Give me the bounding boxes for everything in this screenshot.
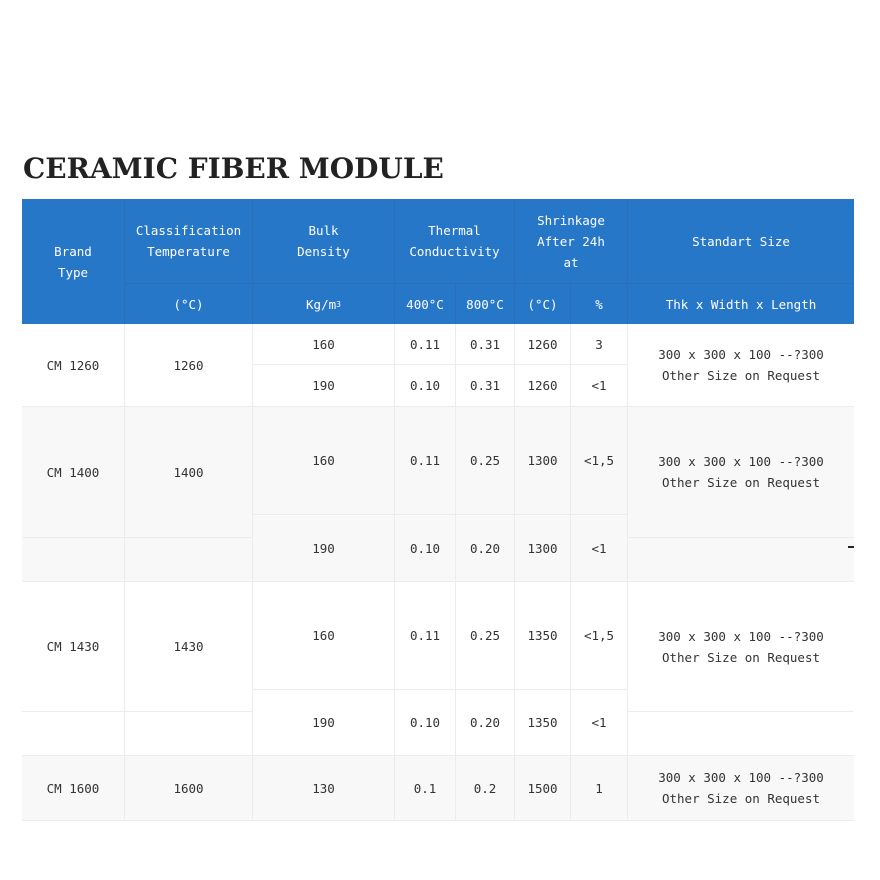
brand-cell: CM 1260 — [22, 324, 125, 407]
shrink-pct-cell: <1 — [571, 690, 628, 756]
tc400-cell: 0.1 — [395, 756, 456, 821]
shrink-temp-cell: 1500 — [515, 756, 571, 821]
stray-dash-mark — [848, 546, 854, 548]
shrink-temp-cell: 1300 — [515, 515, 571, 582]
unit-density-exponent: 3 — [336, 299, 341, 309]
tc800-cell: 0.20 — [456, 515, 515, 582]
shrink-pct-cell: 1 — [571, 756, 628, 821]
tc800-cell: 0.2 — [456, 756, 515, 821]
size-cell: 300 x 300 x 100 --?300 Other Size on Request — [628, 324, 854, 407]
tc400-cell: 0.11 — [395, 582, 456, 690]
tc800-cell: 0.25 — [456, 582, 515, 690]
shrink-temp-cell: 1300 — [515, 407, 571, 515]
header-thermal-conductivity: Thermal Conductivity — [395, 199, 515, 283]
header-brand-type: Brand Type — [22, 199, 125, 324]
spacer-cell — [628, 712, 854, 756]
shrink-temp-cell: 1350 — [515, 690, 571, 756]
header-classification-temperature: Classification Temperature — [125, 199, 253, 283]
density-cell: 190 — [253, 515, 395, 582]
tc400-cell: 0.10 — [395, 690, 456, 756]
unit-size: Thk x Width x Length — [628, 283, 854, 324]
tc400-cell: 0.10 — [395, 515, 456, 582]
brand-cell: CM 1430 — [22, 582, 125, 712]
classification-cell: 1600 — [125, 756, 253, 821]
spacer-cell — [22, 538, 125, 582]
tc800-cell: 0.31 — [456, 324, 515, 365]
tc800-cell: 0.31 — [456, 365, 515, 407]
size-cell: 300 x 300 x 100 --?300 Other Size on Request — [628, 582, 854, 712]
density-cell: 160 — [253, 407, 395, 515]
shrink-temp-cell: 1260 — [515, 324, 571, 365]
density-cell: 160 — [253, 582, 395, 690]
header-shrinkage: Shrinkage After 24h at — [515, 199, 628, 283]
unit-shrink-pct: % — [571, 283, 628, 324]
shrink-pct-cell: <1 — [571, 515, 628, 582]
unit-shrink-temp: (°C) — [515, 283, 571, 324]
spacer-cell — [628, 538, 854, 582]
tc400-cell: 0.10 — [395, 365, 456, 407]
shrink-pct-cell: <1 — [571, 365, 628, 407]
spacer-cell — [125, 538, 253, 582]
brand-cell: CM 1600 — [22, 756, 125, 821]
unit-tc-400: 400°C — [395, 283, 456, 324]
shrink-temp-cell: 1350 — [515, 582, 571, 690]
shrink-pct-cell: <1,5 — [571, 582, 628, 690]
tc400-cell: 0.11 — [395, 407, 456, 515]
page-title: CERAMIC FIBER MODULE — [23, 152, 444, 185]
spacer-cell — [22, 712, 125, 756]
unit-density-text: Kg/m — [306, 296, 337, 312]
density-cell: 130 — [253, 756, 395, 821]
unit-density — [253, 283, 395, 324]
tc800-cell: 0.25 — [456, 407, 515, 515]
shrink-temp-cell: 1260 — [515, 365, 571, 407]
shrink-pct-cell: 3 — [571, 324, 628, 365]
classification-cell: 1430 — [125, 582, 253, 712]
spacer-cell — [125, 712, 253, 756]
unit-temperature: (°C) — [125, 283, 253, 324]
density-cell: 190 — [253, 365, 395, 407]
brand-cell: CM 1400 — [22, 407, 125, 538]
header-standart-size: Standart Size — [628, 199, 854, 283]
header-bulk-density: Bulk Density — [253, 199, 395, 283]
size-cell: 300 x 300 x 100 --?300 Other Size on Request — [628, 756, 854, 821]
size-cell: 300 x 300 x 100 --?300 Other Size on Request — [628, 407, 854, 538]
classification-cell: 1400 — [125, 407, 253, 538]
density-cell: 190 — [253, 690, 395, 756]
classification-cell: 1260 — [125, 324, 253, 407]
ceramic-fiber-table — [22, 199, 854, 806]
unit-tc-800: 800°C — [456, 283, 515, 324]
density-cell: 160 — [253, 324, 395, 365]
tc800-cell: 0.20 — [456, 690, 515, 756]
tc400-cell: 0.11 — [395, 324, 456, 365]
shrink-pct-cell: <1,5 — [571, 407, 628, 515]
